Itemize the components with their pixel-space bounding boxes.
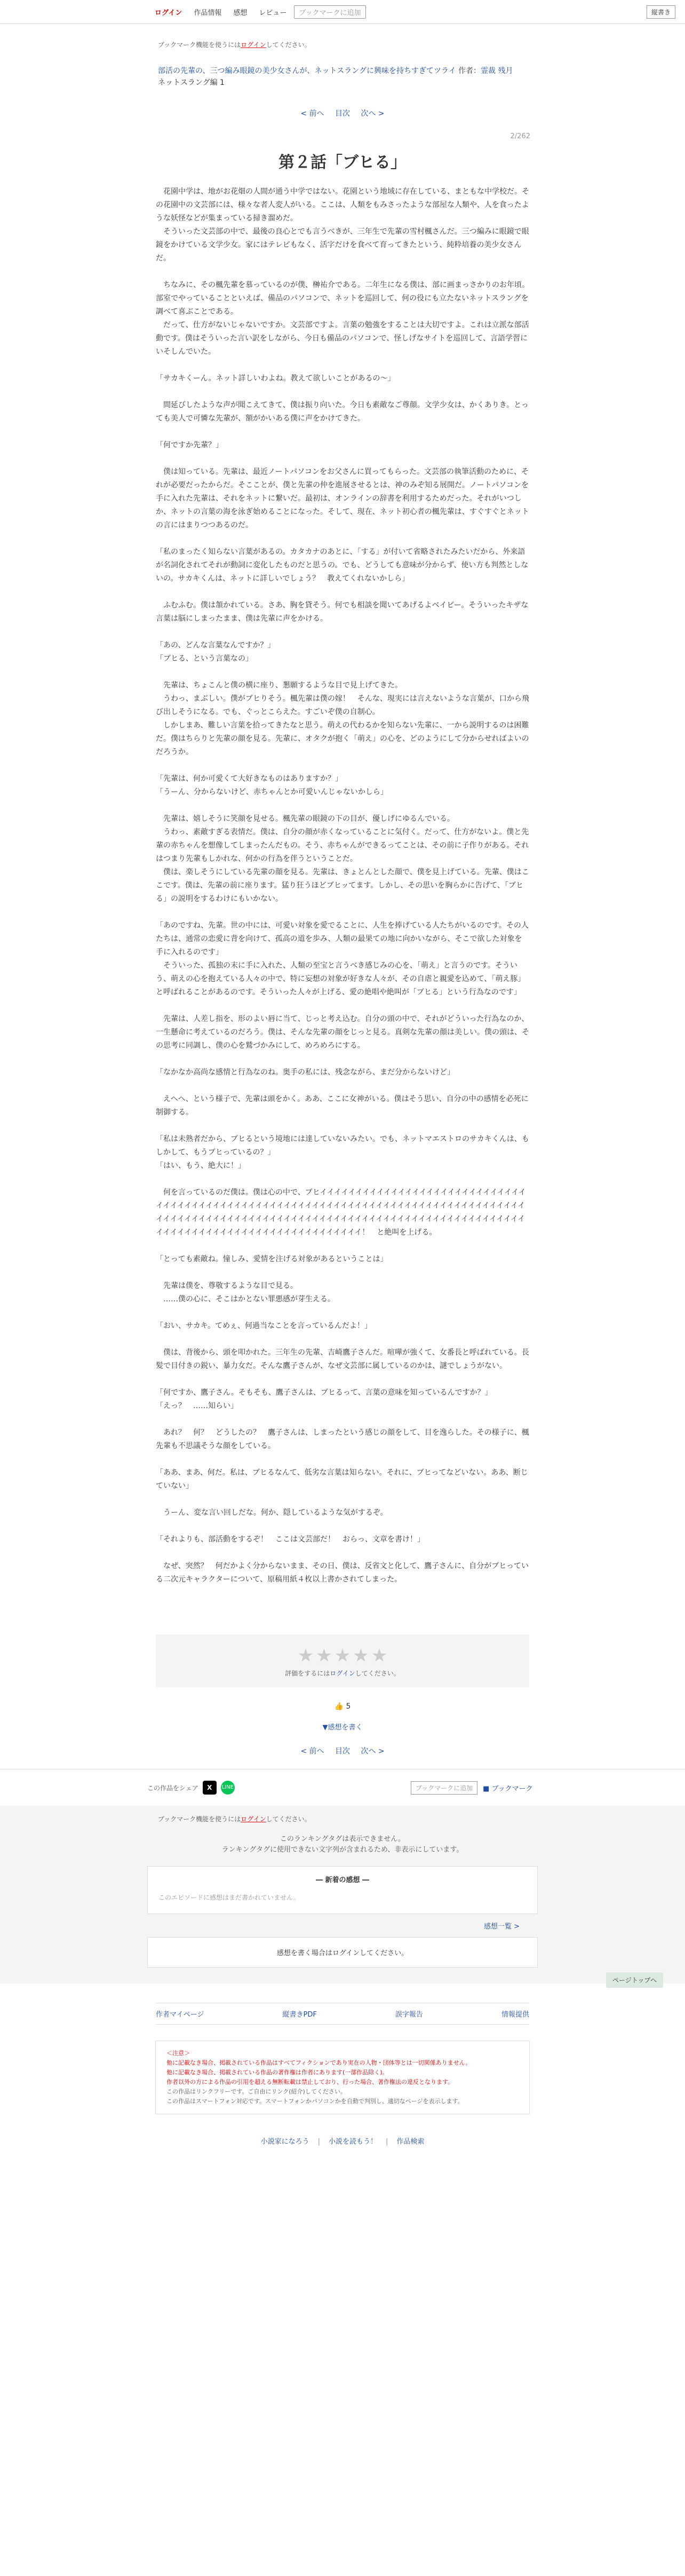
login-link[interactable]: ログイン — [155, 9, 182, 17]
paragraph: うーん、変な言い回しだな。何か、隠しているような気がするぞ。 — [163, 1508, 388, 1517]
author-link[interactable]: 霊裁 残月 — [481, 67, 513, 75]
bookmark-link[interactable]: ■ ブックマーク — [483, 1784, 533, 1793]
series-label: ネットスラング編 1 — [158, 78, 225, 87]
blank-line — [156, 1266, 529, 1279]
paragraph: うわっ、まぶしい。僕がブヒりそう。楓先輩は僕の嫁！ そんな、現実には言えないような言葉が、口から飛び出しそうになる。でも、ぐっとこらえた。すごいぞ僕の自制心。 — [156, 694, 529, 716]
site-footer — [0, 2136, 685, 2156]
paragraph: 「うーん、分からないけど、赤ちゃんとか可愛いんじゃないかしら」 — [156, 788, 388, 796]
good-counter — [0, 1702, 685, 1711]
blank-line — [156, 1239, 529, 1253]
notice-box — [155, 2041, 530, 2114]
impression-login-box: 感想を書く場合はログインしてください。 — [147, 1937, 538, 1967]
rank-line-1: このランキングタグは表示できません。 — [280, 1835, 405, 1843]
paragraph: ふむふむ。僕は頷かれている。さあ、胸を貸そう。何でも相談を聞いてあげるよベイビー。そういったキザな言葉は脳にしまったまま、僕は先輩に声をかける。 — [156, 601, 529, 623]
paragraph: 「それよりも、部活動をするぞ！ ここは文芸部だ！ おらっ、文章を書け！」 — [156, 1535, 425, 1544]
bookmark-notice-bottom — [0, 1806, 685, 1823]
author-label — [458, 67, 513, 75]
paragraph: 僕は、背後から、頭を叩かれた。三年生の先輩、吉崎鷹子さんだ。喧嘩が強くて、女番長と呼ばれている。長髪で目付きの鋭い、暴力女だ。そんな鷹子さんが、なぜ文芸部に属しているのかは、謎でしょうがない。 — [156, 1348, 529, 1370]
paragraph: 「サカキくーん。ネット詳しいわよね。教えて欲しいことがあるの～」 — [156, 374, 395, 383]
paragraph: えへへ、という様子で、先輩は頭をかく。ああ、ここに女神がいる。僕はそう思い、自分の中の感情を必死に制御する。 — [156, 1095, 529, 1117]
blank-line — [156, 1079, 529, 1093]
blank-line — [156, 666, 529, 679]
breadcrumb — [0, 49, 685, 89]
toc-link[interactable]: 目次 — [335, 109, 350, 118]
share-label: この作品をシェア — [147, 1784, 198, 1792]
paragraph: 先輩は、ちょこんと僕の横に座り、懇願するような目で見上げてきた。 — [163, 681, 402, 690]
paragraph: 先輩は僕を、尊敬するような目で見る。 — [163, 1282, 298, 1290]
blank-line — [156, 999, 529, 1013]
warning-line-1: 他に記載なき場合、掲載されている作品はすべてフィクションであり実在の人物・団体等とは一切関係ありません。 — [166, 2059, 472, 2066]
impression-list-link[interactable]: 感想一覧 > — [483, 1923, 520, 1931]
rating-box — [156, 1634, 529, 1687]
notice2-login-link[interactable]: ログイン — [241, 1815, 266, 1823]
blank-line — [156, 359, 529, 372]
bookmark-link-text: ブックマーク — [491, 1784, 533, 1793]
blank-line — [156, 452, 529, 465]
site-footer-link[interactable]: 小説家になろう — [260, 2138, 309, 2146]
novel-body — [156, 185, 529, 1586]
blank-line — [156, 1173, 529, 1186]
paragraph: 僕は、楽しそうにしている先輩の顔を見る。先輩は、きょとんとした顔で、僕を見上げている。先輩、僕はここです。僕は、先輩の前に座ります。猛り狂うほどブヒッてます。しかし、その思いを胸らかに告げて、「ブヒる」の説明をするわけにもいかない。 — [156, 868, 529, 903]
bookmark-add-button[interactable]: ブックマークに追加 — [294, 5, 365, 19]
paragraph: 「おい、サカキ。てめぇ、何過当なことを言っているんだよ！」 — [156, 1322, 372, 1330]
paragraph: 先輩は、嬉しそうに笑顔を見せる。楓先輩の眼鏡の下の目が、優しげにゆるんでいる。 — [163, 815, 455, 823]
blank-line — [156, 1373, 529, 1386]
notice-login-link[interactable]: ログイン — [241, 41, 266, 49]
star-icon[interactable]: ★ — [353, 1645, 369, 1666]
write-impression-link[interactable]: ▼感想を書く — [322, 1724, 363, 1732]
footer-separator: | — [317, 2138, 320, 2146]
paragraph: 「あの、どんな言葉なんですか？」 — [156, 641, 275, 650]
top-pager — [0, 108, 685, 118]
page-top-button[interactable]: ページトップへ — [606, 1972, 663, 1988]
footer-link[interactable]: 情報提供 — [501, 2011, 529, 2019]
paragraph: しかしまあ、難しい言葉を拾ってきたなと思う。萌えの代わるかを知らない先輩に、一から説明するのは困難だ。僕はちらりと先輩の顔を見る。先輩に、オタクが抱く「萌え」の心を、どのようにして分からせればよいのだろうか。 — [156, 721, 529, 756]
ranking-tag-notice — [0, 1834, 685, 1855]
rating-note — [156, 1669, 529, 1678]
rating-login-link[interactable]: ログイン — [330, 1670, 355, 1677]
site-footer-link[interactable]: 小説を読もう！ — [328, 2138, 377, 2146]
rating-note-after: してください。 — [355, 1670, 400, 1677]
paragraph: うわっ、素敵すぎる表情だ。僕は、自分の顔が赤くなっていることに気付く。だって、仕方がないよ。僕と先輩の赤ちゃんを想像してしまったんだもの。そう、赤ちゃんができるってことは、その前に子作りがある。それはつまり先輩もしかれな、何かの行為を伴うということだ。 — [156, 828, 529, 863]
warning-line-2: 他に記載なき場合、掲載されている作品の著作権は作者にあります(一部作品除く)。 — [166, 2069, 388, 2076]
warning-line-4: この作品はリンクフリーです。ご自由にリンク(紹介)してください。 — [166, 2088, 346, 2095]
blank-line — [156, 1453, 529, 1466]
paragraph: 「何ですか、鷹子さん。そもそも、鷹子さんは、ブヒるって、言葉の意味を知っているんですか？」 — [156, 1388, 492, 1397]
paragraph: ちなみに、その楓先輩を慕っているのが僕、榊祐介である。二年生になる僕は、部に画まっさかりのお年頃。部室でやっていることといえば、備品のパソコンで、ネットを巡回して、何の役にも立たないネットスラングを調べて喜ぶことである。 — [156, 281, 529, 316]
warning-line-3: 作者以外の方による作品の引用を超える無断転載は禁止しており、行った場合、著作権法の違反となります。 — [166, 2079, 454, 2085]
paragraph: 僕は知っている。先輩は、最近ノートパソコンをお父さんに買ってもらった。文芸部の執筆活動のために、それが必要だったからだ。そこことが、僕と先輩の仲を進展させるとは、神のみぞ知る展開だ。ノートパソコンを手に入れた先輩は、それをネットに繋いだ。最初は、オンラインの辞書を利用するためだった。それがいつしか、ネットの言葉の海を泳ぎ始めることになった。そして、現在、ネット初心者の楓先輩は、すぐすぐとネットの言にはまりつつあるのだ。 — [156, 468, 529, 530]
blank-line — [156, 1306, 529, 1319]
blank-line — [156, 1520, 529, 1533]
author-label-text: 作者： — [458, 67, 481, 75]
work-title-link[interactable]: 部活の先輩の、三つ編み眼鏡の美少女さんが、ネットスラングに興味を持ちすぎてツライ — [158, 67, 456, 75]
notice2-after: してください。 — [266, 1815, 311, 1823]
star-icon[interactable]: ★ — [316, 1645, 332, 1666]
footer-link[interactable]: 作者マイページ — [156, 2011, 204, 2019]
blank-line — [156, 759, 529, 772]
star-icon[interactable]: ★ — [297, 1645, 314, 1666]
bookmark-add-button-bottom[interactable]: ブックマークに追加 — [411, 1781, 477, 1795]
paragraph: なぜ、突然？ 何だかよく分からないまま、その日、僕は、反省文と化して、鷹子さんに、自分がブヒっている二次元キャラクターについて、原稿用紙４枚以上書かされてしまった。 — [156, 1562, 529, 1584]
paragraph: だって、仕方がないじゃないですか。文芸部ですよ。言葉の勉強をすることは大切ですよ。これは立派な部活動です。僕はそういった言い訳をしながら、今日も備品のパソコンで、怪しげなサイトを巡回して、言語学習にいそしんでいた。 — [156, 321, 529, 356]
paragraph: 「あのですね、先輩。世の中には、可愛い対象を愛でることに、人生を捧げている人たちがいるのです。その人たちは、通常の恋愛に背を向けて、孤高の道を歩み、人類の最果ての地に向かいながら、そこで欲した対象を手に入れるのです」 — [156, 921, 529, 957]
paragraph: 「はい、もう、絶大に！」 — [156, 1161, 245, 1170]
chapter-title: 第２話「ブヒる」 — [278, 153, 407, 172]
new-impressions-text: このエピソードに感想はまだ書かれていません。 — [158, 1894, 300, 1901]
blank-line — [156, 1413, 529, 1426]
paragraph: 「何ですか先輩？」 — [156, 441, 223, 449]
paragraph: そういった文芸部の中で、最後の良心とでも言うべきが、三年生で先輩の雪村楓さんだ。三つ編みに眼鏡で眼鏡をかけている文学少女。家にはテレビもなく、活字だけを食べて育ってきたという、純粋培養の美少女さんだ。 — [156, 227, 529, 263]
share-bookmark-buttons — [411, 1781, 533, 1795]
blank-line — [156, 1333, 529, 1346]
prev-link[interactable]: < 前へ — [300, 109, 324, 118]
review-link[interactable]: レビュー — [259, 9, 287, 17]
blank-line — [156, 532, 529, 546]
rating-note-text: 評価をするには — [285, 1670, 330, 1677]
next-link[interactable]: 次へ > — [361, 109, 385, 118]
paragraph: そういった、孤独の末に手に入れた、人類の至宝と言うべき感じみの心を、「萌え」と言うのです。そういう、萌えの心を抱えている人々の中で、特に妄想の対象が好きな人々が、その自虐と親愛を込めて、「萌え豚」と呼ばれることがあるのです。そういった人々が上げる、愛の絶唱や絶叫が「ブヒる」という行為なのです」 — [156, 961, 525, 997]
notice-before: ブックマーク機能を使うには — [158, 41, 241, 49]
bookmark-notice — [0, 24, 685, 49]
x-share-icon[interactable]: X — [203, 1781, 217, 1795]
paragraph: 先輩は、人差し指を、形のよい唇に当て、じっと考え込む。自分の頭の中で、それがどういった行為なのか、一生懸命に考えているのだろう。僕は、そんな先輩の顔をじっと見る。真剣な先輩の顔は美しい。僕の頭は、その思考に同調し、僕の心を鷲づかみにして、めろめろにする。 — [156, 1015, 529, 1050]
good-count: 5 — [346, 1702, 351, 1711]
blank-line — [156, 799, 529, 812]
top-nav — [150, 5, 366, 19]
toc-link-bottom[interactable]: 目次 — [335, 1747, 350, 1756]
paragraph: 間延びしたような声が聞こえてきて、僕は振り向いた。今日も素敵なご尊顔。文学少女は、かくありき。とっても美人で可憐な先輩が、額がかいある僕に声をかけてきた。 — [156, 401, 529, 423]
blank-line — [156, 626, 529, 639]
thumbs-up-icon[interactable]: 👍 — [334, 1702, 344, 1711]
star-icon[interactable]: ★ — [334, 1645, 351, 1666]
bottom-area — [0, 1806, 685, 1984]
prev-link-bottom[interactable]: < 前へ — [300, 1747, 324, 1756]
paragraph: 「ああ、まあ、何だ。私は、ブヒるなんて、低劣な言葉は知らない。それに、ブヒってなどいない。ああ、断じていない」 — [156, 1468, 528, 1490]
blank-line — [156, 1546, 529, 1560]
paragraph: 「私のまったく知らない言葉があるの。カタカナのあとに、「する」が付いて省略されたみたいだから、外来語が名詞化されてそれが動詞に変化したものだと思うの。でも、どうしても意味が分からず、使い方も判然としないの。サカキくんは、ネットに詳しいでしょう？ 教えてくれないかしら」 — [156, 548, 529, 583]
line-share-icon[interactable]: LINE — [221, 1781, 235, 1795]
paragraph: 「私は未熟者だから、ブヒるという境地には達していないみたい。でも、ネットマエストロのサカキくんは、もしかして、もうブヒっているの？」 — [156, 1135, 529, 1157]
paragraph: 「えっ？ ……知らい」 — [156, 1402, 238, 1410]
blank-line — [156, 1493, 529, 1506]
paragraph: 「とっても素敵ね。憧しみ、愛情を注げる対象があるということは」 — [156, 1255, 388, 1263]
share-row — [0, 1769, 685, 1806]
episode-counter: 2/262 — [510, 132, 530, 140]
blank-line — [156, 586, 529, 599]
footer-link[interactable]: 縦書きPDF — [282, 2011, 317, 2019]
notice2-before: ブックマーク機能を使うには — [158, 1815, 241, 1823]
paragraph: 何を言っているのだ僕は。僕は心の中で、ブヒイイイイイイイイイイイイイイイイイイイイイイイイイイイイイイイイイイイイイイイイイイイイイイイイイイイイイイイイイイイイイイイイイイイイイイイイイイイイイイイイイイイイイイイイイイイイイイイイイイイイイイイイイイイイイイイイイイイイイイイイイイイイイイイイイイイイイイイイイイイイイイイイイイイイイイイイイイイイイイイイイイ！ と絶叫を上げる。 — [156, 1188, 526, 1237]
vertical-view-button[interactable]: 縦書き — [647, 5, 675, 19]
notice-after: してください。 — [266, 41, 311, 49]
blank-line — [156, 906, 529, 919]
blank-line — [156, 1119, 529, 1133]
footer-link[interactable]: 誤字報告 — [395, 2011, 423, 2019]
footer-links — [156, 2003, 529, 2025]
works-link[interactable]: 作品情報 — [194, 9, 222, 17]
impressions-link[interactable]: 感想 — [233, 9, 248, 17]
blank-line — [156, 425, 529, 439]
paragraph: 「ブヒる、という言葉なの」 — [156, 654, 253, 663]
warning-title: ＜注意＞ — [166, 2050, 190, 2057]
paragraph: ……僕の心に、そこはかとない罪悪感が芽生える。 — [163, 1295, 335, 1303]
footer-separator: | — [386, 2138, 388, 2146]
next-link-bottom[interactable]: 次へ > — [361, 1747, 385, 1756]
paragraph: 「なかなか高尚な感情と行為なのね。奥手の私には、残念ながら、まだ分からないけど」 — [156, 1068, 455, 1077]
new-impressions-heading: ― 新着の感想 ― — [315, 1876, 370, 1884]
new-impressions-box — [147, 1866, 538, 1914]
paragraph: 花園中学は、地がお花畑の人間が通う中学ではない。花園という地域に存在している、まともな中学校だ。その花園中の文芸部には、様々な者人変人がいる。ここは、人類をもみさったような部屋な人類や、人を食ったような妖怪などが集まっている掃き溜めだ。 — [156, 187, 529, 223]
paragraph: あれ？ 何？ どうしたの？ 鷹子さんは、しまったという感じの顔をして、目を逸らした。その様子に、楓先輩も不思議そうな顔をしている。 — [156, 1428, 529, 1450]
blank-line — [156, 385, 529, 399]
star-icon[interactable]: ★ — [371, 1645, 388, 1666]
blank-line — [156, 1053, 529, 1066]
top-navbar — [0, 0, 685, 24]
site-footer-link[interactable]: 作品検索 — [396, 2138, 425, 2146]
bottom-pager — [0, 1745, 685, 1756]
rank-line-2: ランキングタグに使用できない文字列が含まれるため、非表示にしています。 — [221, 1846, 464, 1854]
warning-line-5: この作品はスマートフォン対応です。スマートフォンかパソコンかを自動で判別し、適切なページを表示します。 — [166, 2098, 464, 2105]
paragraph: 「先輩は、何か可愛くて大好きなものはありますか？」 — [156, 775, 342, 783]
rating-stars — [156, 1645, 529, 1666]
blank-line — [156, 265, 529, 279]
